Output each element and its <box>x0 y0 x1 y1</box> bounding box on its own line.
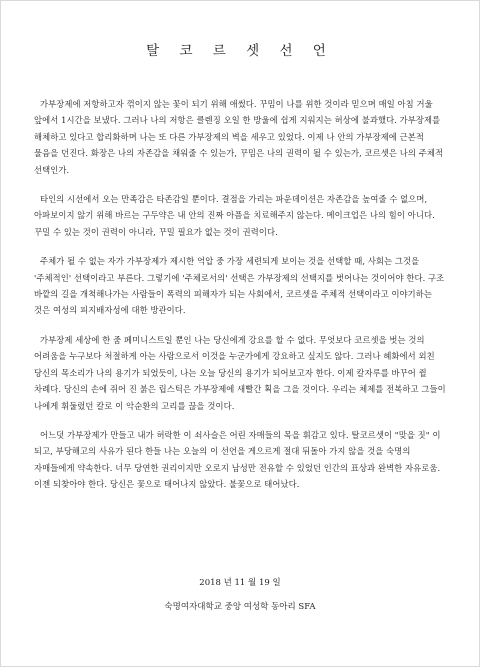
paragraph-2: 타인의 시선에서 오는 만족감은 타존감일 뿐이다. 결점을 가리는 파운데이션은 자존감을 높여줄 수 없으며, 아파보이지 않기 위해 바르는 구두약은 내 안의 진짜 아픔을 치료해주지 않는다. 메이크업은 나의 힘이 아니다. 꾸밀 수 있는 것이 권력이 아니라, 꾸밀 필요가 없는 것이 권력이다. <box>34 194 435 237</box>
paragraph-5: 어느덧 가부장제가 만들고 내가 허락한 이 쇠사슬은 어린 자매들의 목을 휘감고 있다. 탈코르셋이 "맞을 짓" 이 되고, 부당해고의 사유가 된다 한들 나는 오늘의 이 선언을 게으르게 절대 뒤돌아 가지 않을 것을 숙명의 자매들에게 약속한다. 너무 당연한 권리이지만 오로지 남성만 전유할 수 있었던 인간의 표상과 완벽한 자유로움. 이젠 되찾아야 한다. 당신은 꽃으로 태어나지 않았다. 불꽃으로 태어났다. <box>34 429 441 490</box>
paragraph-3: 주체가 될 수 없는 자가 가부장제가 제시한 억압 중 가장 세련되게 보이는 것을 선택할 때, 사회는 그것을 '주체적인' 선택이라고 부른다. 그렇기에 '주체로서의' 선택은 가부장제의 선택지를 벗어나는 것이어야 한다. 구조 바깥의 길을 개척해나가는 사람들이 폭력의 피해자가 되는 사회에서, 코르셋을 주체적 선택이라고 이야기하는 것은 여성의 피지배자성에 대한 방관이다. <box>34 256 445 316</box>
paragraph-4: 가부장제 세상에 한 줌 페미니스트일 뿐인 나는 당신에게 강요를 할 수 없다. 무엇보다 코르셋을 벗는 것의 어려움을 누구보다 처절하게 아는 사람으로서 이것을 누군가에게 강요하고 싶지도 않다. 그러나 혜화에서 외친 당신의 목소리가 나의 용기가 되었듯이, 나는 오늘 당신의 용기가 되어보고자 한다. 이제 칼자루를 바꾸어 쥘 차례다. 당신의 손에 쥐어 진 붉은 립스틱은 가부장제에 새빨간 획을 그을 것이다. 우리는 체제를 전복하고 그들이 나에게 휘둘렀던 칼로 이 악순환의 고리를 끊을 것이다. <box>34 334 446 411</box>
organization-signature: 숙명여자대학교 중앙 여성학 동아리 SFA <box>164 602 316 612</box>
declaration-body <box>34 96 448 506</box>
declaration-date: 2018 년 11 월 19 일 <box>199 578 281 588</box>
document-title: 탈 코 르 셋 선 언 <box>146 43 334 59</box>
paragraph-1: 가부장제에 저항하고자 꺾이지 않는 꽃이 되기 위해 애썼다. 꾸밈이 나를 위한 것이라 믿으며 매일 아침 거울 앞에서 1시간을 보냈다. 그러나 나의 저항은 클렌징 오일 한 방울에 쉽게 지워지는 허상에 불과했다. 가부장제를 해체하고 있다고 합리화하며 나는 또 다른 가부장제의 벽을 세우고 있었다. 이제 나 안의 가부장제에 근본적 물음을 던진다. 화장은 나의 자존감을 채워줄 수 있는가, 꾸밈은 나의 권력이 될 수 있는가, 코르셋은 나의 주체적 선택인가. <box>34 99 444 175</box>
